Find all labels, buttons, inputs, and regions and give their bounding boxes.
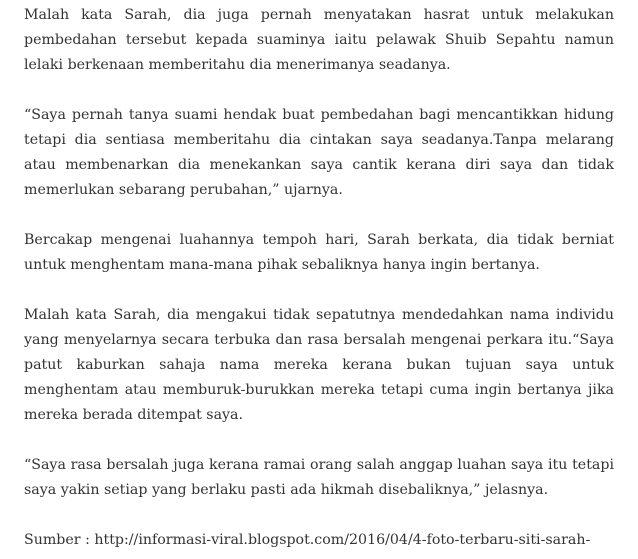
paragraph-5: “Saya rasa bersalah juga kerana ramai orang salah anggap luahan saya itu tetapi saya yakin setiap yang berlaku pasti ada hikmah disebaliknya,” jelasnya.: [24, 457, 614, 498]
paragraph-3: Bercakap mengenai luahannya tempoh hari, Sarah berkata, dia tidak berniat untuk menghentam mana-mana pihak sebaliknya hanya ingin bertanya.: [24, 232, 614, 273]
paragraph-4: Malah kata Sarah, dia mengakui tidak sepatutnya mendedahkan nama individu yang menyelarnya secara terbuka dan rasa bersalah mengenai perkara itu.“Saya patut kaburkan sahaja nama mereka kerana bukan tujuan saya untuk menghentam atau memburuk-burukkan mereka tetapi cuma ingin bertanya jika mereka berada ditempat saya.: [24, 307, 614, 423]
paragraph-2: “Saya pernah tanya suami hendak buat pembedahan bagi mencantikkan hidung tetapi dia sentiasa memberitahu dia cintakan saya seadanya.Tanpa melarang atau membenarkan dia menekankan saya cantik kerana diri saya dan tidak memerlukan sebarang perubahan,” ujarnya.: [24, 107, 614, 198]
article-body: [24, 3, 614, 553]
paragraph-1: Malah kata Sarah, dia juga pernah menyatakan hasrat untuk melakukan pembedahan tersebut kepada suaminya iaitu pelawak Shuib Sepahtu namun lelaki berkenaan memberitahu dia menerimanya seadanya.: [24, 7, 614, 73]
source-line: Sumber : http://informasi-viral.blogspot.com/2016/04/4-foto-terbaru-siti-sarah-: [24, 532, 591, 548]
